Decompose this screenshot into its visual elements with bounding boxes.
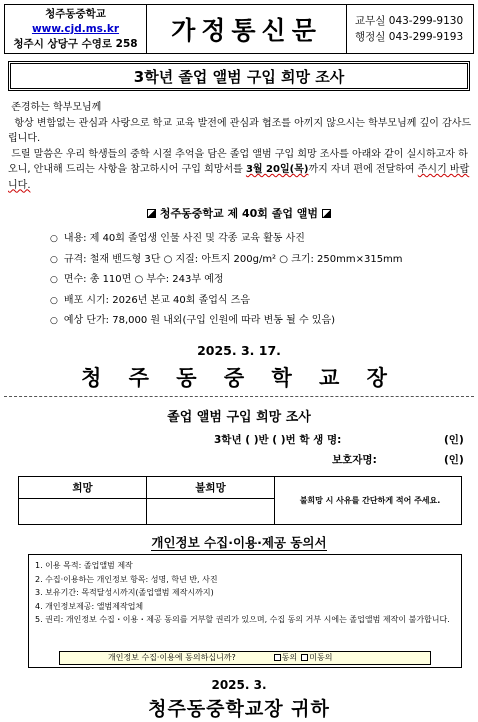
office-phone-2: 행정실 043-299-9193 [355, 31, 464, 43]
consent-agreement [59, 651, 431, 665]
office-phone-1: 교무실 043-299-9130 [355, 15, 464, 27]
cut-line [4, 396, 474, 397]
student-info-line: 3학년 ( )반 ( )번 학 생 명: [214, 434, 342, 446]
intro-paragraph-2: 드릴 말씀은 우리 학생들의 중학 시절 추억을 담은 졸업 앨범 구입 희망 조사를 아래와 같이 실시하고자 하오니, 안내해 드리는 사항을 참고하시어 구입 희망서를 3월 20일(목)까지 자녀 편에 전달하여 주시기 바랍니다. [8, 148, 470, 191]
survey-table [18, 476, 462, 525]
square-bullet-icon [322, 209, 331, 218]
spec-item: ○ 예상 단가: 78,000 원 내외(구입 인원에 따라 변동 될 수 있음) [50, 311, 403, 332]
col-not-want: 불희망 [147, 477, 275, 499]
table-header-row [19, 477, 462, 499]
principal-signature: 청 주 동 중 학 교 장 [81, 366, 397, 390]
agree-option[interactable]: 동의 [274, 651, 297, 665]
checkbox-icon[interactable] [301, 654, 308, 661]
school-name: 청주동중학교 [45, 7, 106, 20]
document-title: 가정통신문 [147, 5, 347, 53]
intro-paragraph-1: 항상 변함없는 관심과 사랑으로 학교 교육 발전에 관심과 협조를 아끼지 않으시는 학부모님께 깊이 감사드립니다. [8, 117, 472, 144]
col-want: 희망 [19, 477, 147, 499]
deadline: 3월 20일(목) [245, 164, 309, 175]
not-want-cell[interactable] [147, 499, 275, 525]
checkbox-icon[interactable] [274, 654, 281, 661]
spec-item: ○ 배포 시기: 2026년 본교 40회 졸업식 즈음 [50, 291, 403, 312]
consent-question: 개인정보 수집·이용에 동의하십니까? [108, 653, 236, 663]
parent-seal: (인) [444, 454, 464, 466]
album-specs-list [50, 229, 403, 332]
greeting: 존경하는 학부모님께 [11, 102, 102, 113]
consent-item: 1. 이용 목적: 졸업앨범 제작 [35, 561, 133, 570]
consent-box [28, 554, 462, 668]
school-info [5, 5, 147, 53]
consent-item: 3. 보유기간: 목적달성시까지(졸업앨범 제작시까지) [35, 588, 214, 597]
addressee: 청주동중학교장 귀하 [148, 698, 330, 720]
contact-info [347, 5, 473, 53]
intro-text [8, 100, 472, 193]
student-seal: (인) [444, 434, 464, 446]
parent-name-line: 보호자명: [332, 454, 377, 466]
consent-item: 2. 수집·이용하는 개인정보 항목: 성명, 학년 반, 사진 [35, 574, 218, 584]
notice-subject: 3학년 졸업 앨범 구입 희망 조사 [8, 61, 470, 91]
reason-note: 불희망 시 사유를 간단하게 적어 주세요. [275, 477, 462, 525]
spec-item: ○ 규격: 철재 밴드형 3단 ○ 지질: 아트지 200g/m² ○ 크기: 250mm×315mm [50, 250, 403, 271]
notice-date: 2025. 3. 17. [197, 343, 281, 358]
spec-item: ○ 면수: 총 110면 ○ 부수: 243부 예정 [50, 270, 403, 291]
want-cell[interactable] [19, 499, 147, 525]
letter-header [4, 4, 474, 54]
consent-items [35, 559, 455, 627]
school-address: 청주시 상당구 수영로 258 [13, 37, 138, 50]
form-title: 졸업 앨범 구입 희망 조사 [167, 410, 311, 425]
disagree-option[interactable]: 미동의 [301, 651, 332, 665]
school-url-link[interactable]: www.cjd.ms.kr [31, 22, 120, 35]
consent-title: 개인정보 수집·이용·제공 동의서 [151, 535, 327, 550]
square-bullet-icon [147, 209, 156, 218]
album-title: 청주동중학교 제 40회 졸업 앨범 [0, 205, 478, 221]
form-date: 2025. 3. [211, 678, 267, 692]
spec-item: ○ 내용: 제 40회 졸업생 인물 사진 및 각종 교육 활동 사진 [50, 229, 403, 250]
consent-item: 5. 권리: 개인정보 수집・이용・제공 동의를 거부할 권리가 있으며, 수집 동의 거부 시에는 졸업앨범 제작이 불가합니다. [35, 615, 450, 624]
consent-item: 4. 개인정보제공: 앨범제작업체 [35, 601, 144, 611]
